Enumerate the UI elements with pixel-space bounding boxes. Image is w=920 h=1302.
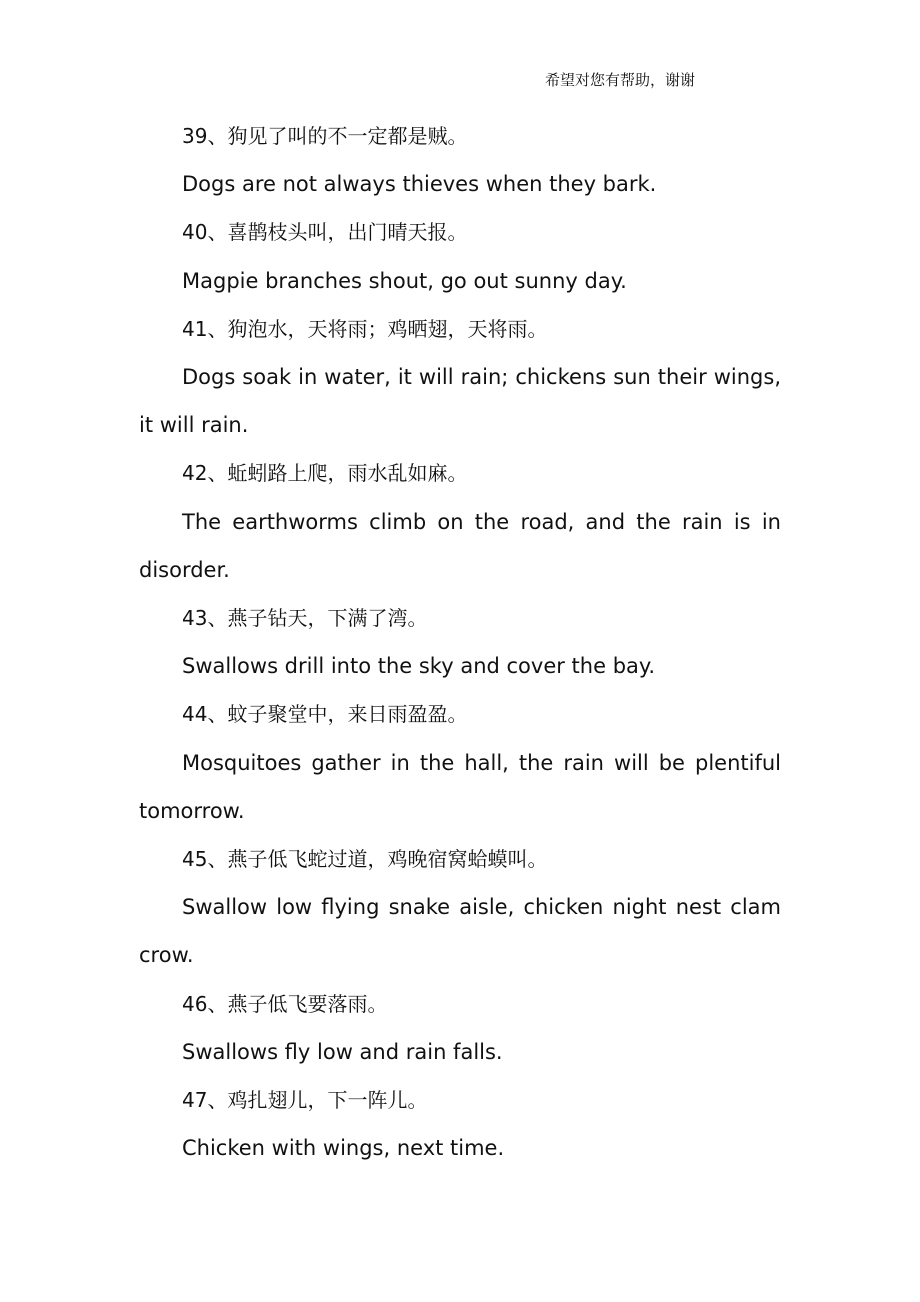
proverb-40-chinese: 40、喜鹊枝头叫，出门晴天报。 <box>182 220 468 245</box>
proverb-41-english: Dogs soak in water, it will rain; chickens sun their wings, it will rain. <box>139 365 781 438</box>
proverb-39-english: Dogs are not always thieves when they bark. <box>182 172 657 197</box>
proverb-47-english: Chicken with wings, next time. <box>182 1136 505 1161</box>
proverb-41-chinese: 41、狗泡水，天将雨；鸡晒翅，天将雨。 <box>182 316 548 341</box>
proverb-43-english: Swallows drill into the sky and cover the bay. <box>182 654 656 679</box>
proverb-39-chinese: 39、狗见了叫的不一定都是贼。 <box>182 124 468 148</box>
proverb-45-english: Swallow low flying snake aisle, chicken night nest clam crow. <box>139 895 781 968</box>
page-header: 希望对您有帮助，谢谢 <box>545 71 696 89</box>
proverb-43-chinese: 43、燕子钻天，下满了湾。 <box>182 606 428 631</box>
proverb-45-chinese: 45、燕子低飞蛇过道，鸡晚宿窝蛤蟆叫。 <box>182 847 548 872</box>
proverb-46-english: Swallows fly low and rain falls. <box>182 1039 503 1064</box>
document-body <box>139 112 781 1172</box>
proverb-46-chinese: 46、燕子低飞要落雨。 <box>182 991 388 1016</box>
proverb-42-chinese: 42、蚯蚓路上爬，雨水乱如麻。 <box>182 461 468 486</box>
proverb-42-english: The earthworms climb on the road, and the rain is in disorder. <box>139 509 781 582</box>
proverb-47-chinese: 47、鸡扎翅儿，下一阵儿。 <box>182 1088 428 1113</box>
proverb-40-english: Magpie branches shout, go out sunny day. <box>182 268 627 293</box>
proverb-44-chinese: 44、蚊子聚堂中，来日雨盈盈。 <box>182 702 468 727</box>
proverb-44-english: Mosquitoes gather in the hall, the rain will be plentiful tomorrow. <box>139 750 781 823</box>
